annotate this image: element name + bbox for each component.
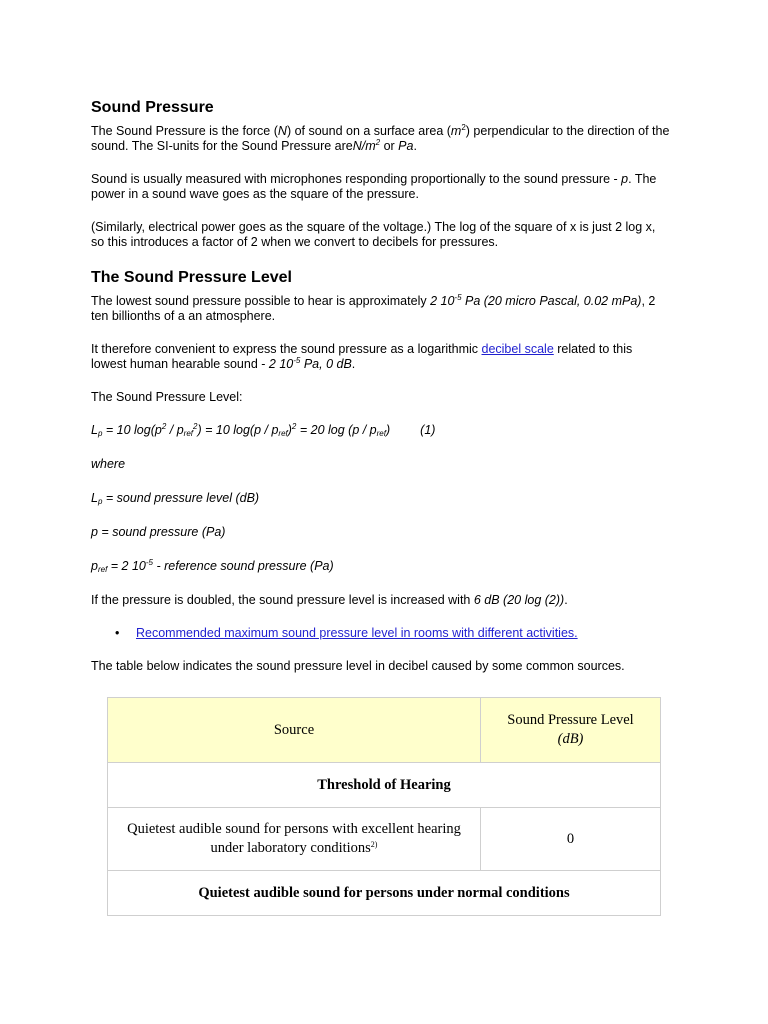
bullet-icon: • — [115, 626, 120, 640]
paragraph-electrical-power: (Similarly, electrical power goes as the square of the voltage.) The log of the square of x is just 2 log x, so this introduces a factor of 2 when we convert to decibels for pressures. — [91, 220, 656, 249]
superscript: 2 — [193, 422, 198, 431]
heading-sound-pressure: Sound Pressure — [91, 99, 214, 116]
text: It therefore convenient to express the sound pressure as a logarithmic — [91, 342, 482, 356]
text: . — [413, 139, 417, 153]
definition-text: = sound pressure level (dB) — [102, 491, 260, 505]
value-reference — [269, 357, 352, 371]
header-source: Source — [108, 698, 481, 763]
text: , 2 ten billionths of a an atmosphere. — [91, 294, 656, 323]
superscript: 2 — [161, 422, 167, 431]
definition-p — [91, 525, 671, 540]
table-group-row — [108, 871, 661, 916]
text: . The power in a sound wave goes as the square of the pressure. — [91, 172, 657, 201]
symbol-N: N — [277, 124, 287, 138]
footnote-ref: 2) — [370, 840, 378, 849]
paragraph-definition — [91, 124, 671, 154]
superscript: -5 — [145, 558, 153, 567]
definition-text: - reference sound pressure (Pa) — [153, 559, 334, 573]
table-header-row — [108, 698, 661, 763]
subscript: p — [97, 429, 103, 438]
header-unit: (dB) — [557, 731, 584, 747]
superscript: -5 — [454, 293, 462, 302]
definition-body — [91, 491, 259, 505]
definition-pref — [91, 559, 671, 574]
equation-spl — [91, 423, 671, 438]
definition-lp — [91, 491, 671, 506]
text: The Sound Pressure is the force ( — [91, 124, 278, 138]
cell-value: 0 — [481, 808, 661, 871]
equation-body — [91, 423, 390, 437]
group-normal-conditions: Quietest audible sound for persons under normal conditions — [108, 871, 661, 916]
eq-text: ) = 10 log(p / p — [197, 423, 279, 437]
text: Sound is usually measured with microphones responding proportionally to the sound pressure - — [91, 172, 622, 186]
table-row — [108, 808, 661, 871]
eq-text: ) — [287, 423, 292, 437]
subscript: ref — [183, 429, 193, 438]
superscript: 2 — [375, 138, 381, 147]
text: . — [564, 593, 568, 607]
unit-n-per-m2 — [353, 139, 380, 153]
paragraph-microphones — [91, 172, 671, 202]
subscript: ref — [97, 565, 108, 574]
superscript: -5 — [293, 356, 301, 365]
subscript: p — [97, 497, 103, 506]
value-6db: 6 dB (20 log (2)) — [473, 593, 565, 607]
definition-body: p = sound pressure (Pa) — [91, 525, 226, 539]
text: or — [380, 139, 399, 153]
article-body — [91, 98, 671, 692]
eq-text: = 20 log (p / p — [296, 423, 377, 437]
recommended-levels-link[interactable]: Recommended maximum sound pressure level in rooms with different activities. — [136, 626, 578, 640]
value-text: Pa, 0 dB — [300, 357, 352, 371]
spl-table — [107, 697, 661, 916]
value-text: 2 10 — [430, 294, 455, 308]
superscript: 2 — [461, 123, 466, 132]
value-lowest-pressure — [430, 294, 641, 308]
symbol: L — [91, 491, 98, 505]
where-text: where — [91, 457, 126, 471]
text: . — [351, 357, 356, 371]
list-item — [115, 626, 671, 641]
eq-text: L — [91, 423, 98, 437]
unit-pa: Pa — [398, 139, 414, 153]
text: The lowest sound pressure possible to hear is approximately — [91, 294, 431, 308]
link-list — [91, 626, 671, 641]
paragraph-decibel-scale — [91, 342, 671, 372]
superscript: 2 — [291, 422, 297, 431]
definition-body — [91, 559, 334, 573]
eq-text: = 10 log(p — [102, 423, 162, 437]
table-group-row — [108, 763, 661, 808]
symbol-m: m — [450, 124, 462, 138]
symbol-p: p — [621, 172, 629, 186]
subscript: ref — [278, 429, 288, 438]
text: If the pressure is doubled, the sound pressure level is increased with — [91, 593, 474, 607]
decibel-scale-link[interactable]: decibel scale — [481, 342, 554, 356]
header-spl-text: Sound Pressure Level — [507, 712, 634, 728]
cell-source — [108, 808, 481, 871]
paragraph-doubling — [91, 593, 671, 608]
definition-text: = 2 10 — [107, 559, 146, 573]
group-threshold-of-hearing: Threshold of Hearing — [108, 763, 661, 808]
equation-number: (1) — [420, 423, 436, 437]
text: ) of sound on a surface area ( — [286, 124, 451, 138]
text: ) perpendicular to the direction of the sound. The SI-units for the Sound Pressure are — [91, 124, 670, 153]
heading-sound-pressure-level: The Sound Pressure Level — [91, 269, 292, 286]
subscript: ref — [376, 429, 386, 438]
paragraph-spl-intro: The Sound Pressure Level: — [91, 390, 243, 404]
paragraph-lowest-pressure — [91, 294, 671, 324]
eq-text: ) — [385, 423, 391, 437]
unit-text: N/m — [352, 139, 376, 153]
source-text: Quietest audible sound for persons with excellent hearing under laboratory conditions — [127, 821, 461, 856]
value-text: 2 10 — [268, 357, 294, 371]
value-text: Pa (20 micro Pascal, 0.02 mPa) — [461, 294, 642, 308]
paragraph-table-intro: The table below indicates the sound pressure level in decibel caused by some common sources. — [91, 659, 625, 673]
text: related to this lowest human hearable sound - — [91, 342, 633, 371]
header-spl — [481, 698, 661, 763]
eq-text: / p — [166, 423, 184, 437]
symbol: p — [91, 559, 98, 573]
where-label — [91, 457, 671, 472]
